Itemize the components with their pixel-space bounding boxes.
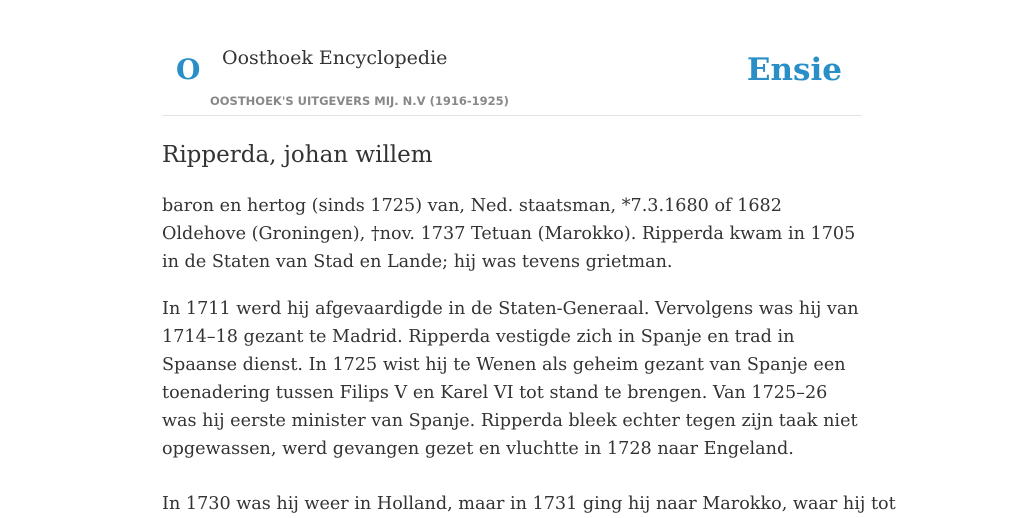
site-header xyxy=(162,0,862,116)
article-paragraph-2: In 1711 werd hij afgevaardigde in de Staten-Generaal. Vervolgens was hij van 1714–18 gezant te Madrid. Ripperda vestigde zich in Spanje en trad in Spaanse dienst. In 1725 wist hij te Wenen als geheim gezant van Spanje een toenadering tussen Filips V en Karel VI tot stand te brengen. Van 1725–26 was hij eerste minister van Spanje. Ripperda bleek echter tegen zijn taak niet opgewassen, werd gevangen gezet en vluchtte in 1728 naar Engeland. xyxy=(162,299,859,459)
publisher-subtitle: OOSTHOEK'S UITGEVERS MIJ. N.V (1916-1925) xyxy=(210,94,509,108)
site-title[interactable]: Oosthoek Encyclopedie xyxy=(222,47,448,69)
ensie-brand-link[interactable]: Ensie xyxy=(746,52,842,88)
article-title: Ripperda, johan willem xyxy=(162,142,433,168)
article-paragraph-3: In 1730 was hij weer in Holland, maar in 1731 ging hij naar Marokko, waar hij tot xyxy=(162,494,896,514)
article-paragraph-1: baron en hertog (sinds 1725) van, Ned. staatsman, *7.3.1680 of 1682 Oldehove (Groningen), †nov. 1737 Tetuan (Marokko). Ripperda kwam in 1705 in de Staten van Stad en Lande; hij was tevens grietman. xyxy=(162,196,856,272)
site-logo[interactable]: O xyxy=(176,53,201,86)
page-container xyxy=(162,0,896,514)
